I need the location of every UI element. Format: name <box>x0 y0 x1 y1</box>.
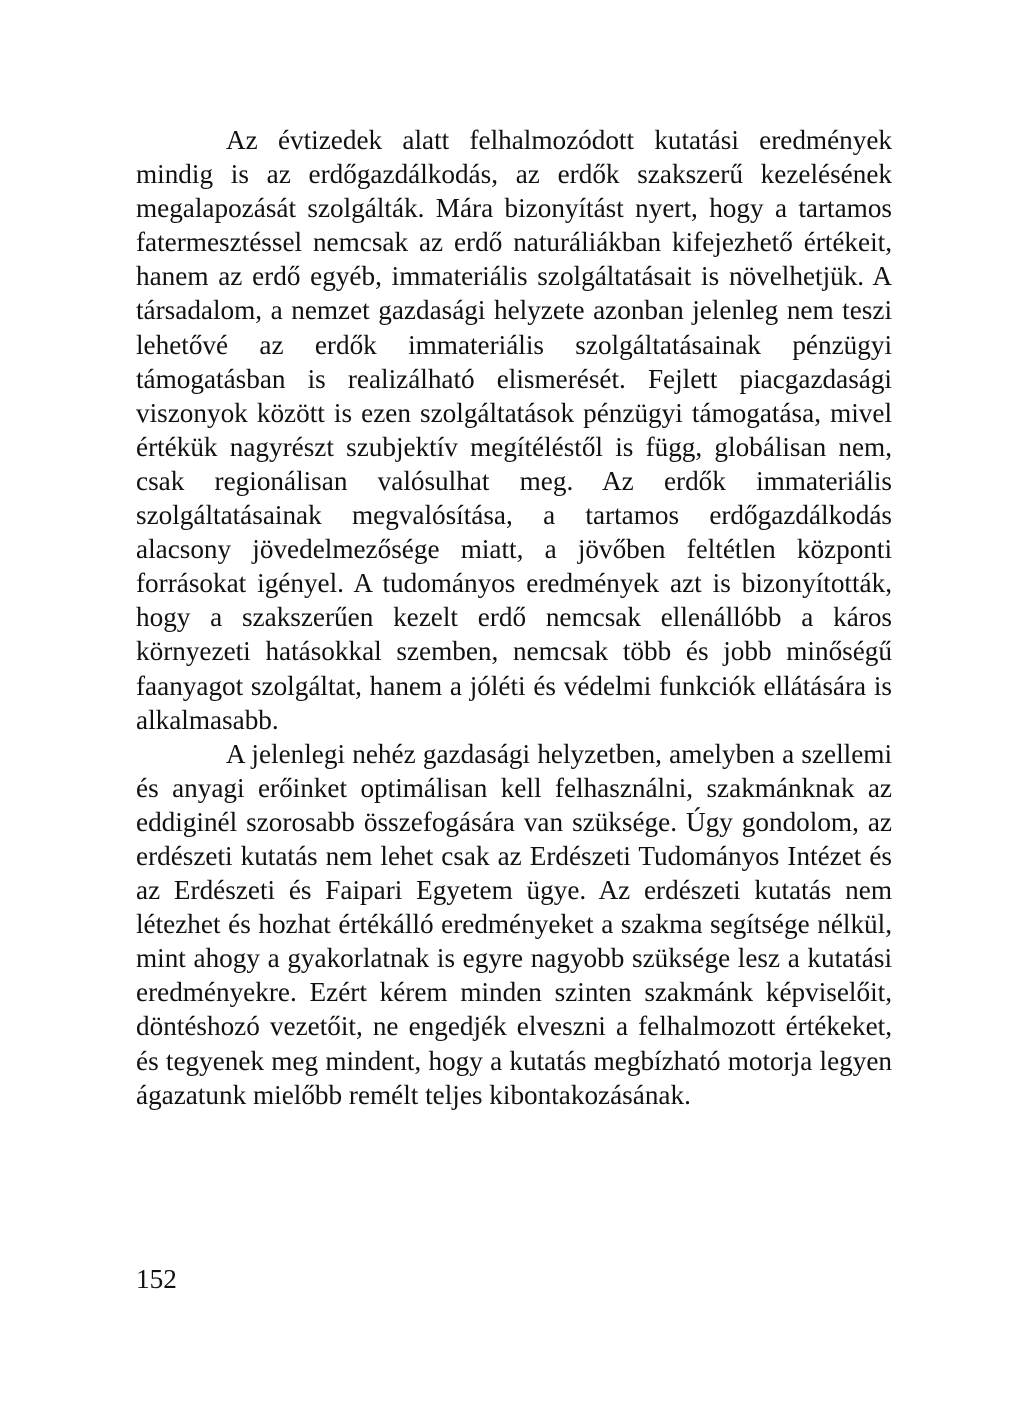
body-text <box>136 123 892 1112</box>
paragraph-1: Az évtizedek alatt felhalmozódott kutatási eredmények mindig is az erdőgazdálkodás, az erdők szakszerű kezelésének megalapozását szolgálták. Mára bizonyítást nyert, hogy a tartamos fatermesztéssel nemcsak az erdő naturáliákban kifejezhető értékeit, hanem az erdő egyéb, immateriális szolgáltatásait is növelhetjük. A társadalom, a nemzet gazdasági helyzete azonban jelenleg nem teszi lehetővé az erdők immateriális szolgáltatásainak pénzügyi támogatásban is realizálható elismerését. Fejlett piacgazdasági viszonyok között is ezen szolgáltatások pénzügyi támogatása, mivel értékük nagyrészt szubjektív megítéléstől is függ, globálisan nem, csak regionálisan valósulhat meg. Az erdők immateriális szolgáltatásainak megvalósítása, a tartamos erdőgazdálkodás alacsony jövedelmezősége miatt, a jövőben feltétlen központi forrásokat igényel. A tudományos eredmények azt is bizonyították, hogy a szakszerűen kezelt erdő nemcsak ellenállóbb a káros környezeti hatásokkal szemben, nemcsak több és jobb minőségű faanyagot szolgáltat, hanem a jóléti és védelmi funkciók ellátására is alkalmasabb. <box>136 125 892 735</box>
paragraph-2: A jelenlegi nehéz gazdasági helyzetben, amelyben a szellemi és anyagi erőinket optimálisan kell felhasználni, szakmánknak az eddiginél szorosabb összefogására van szüksége. Úgy gondolom, az erdészeti kutatás nem lehet csak az Erdészeti Tudományos Intézet és az Erdészeti és Faipari Egyetem ügye. Az erdészeti kutatás nem létezhet és hozhat értékálló eredményeket a szakma segítsége nélkül, mint ahogy a gyakorlatnak is egyre nagyobb szüksége lesz a kutatási eredményekre. Ezért kérem minden szinten szakmánk képviselőit, döntéshozó vezetőit, ne engedjék elveszni a felhalmozott értékeket, és tegyenek meg mindent, hogy a kutatás megbízható motorja legyen ágazatunk mielőbb remélt teljes kibontakozásának. <box>136 738 892 1110</box>
page-number: 152 <box>136 1264 177 1294</box>
